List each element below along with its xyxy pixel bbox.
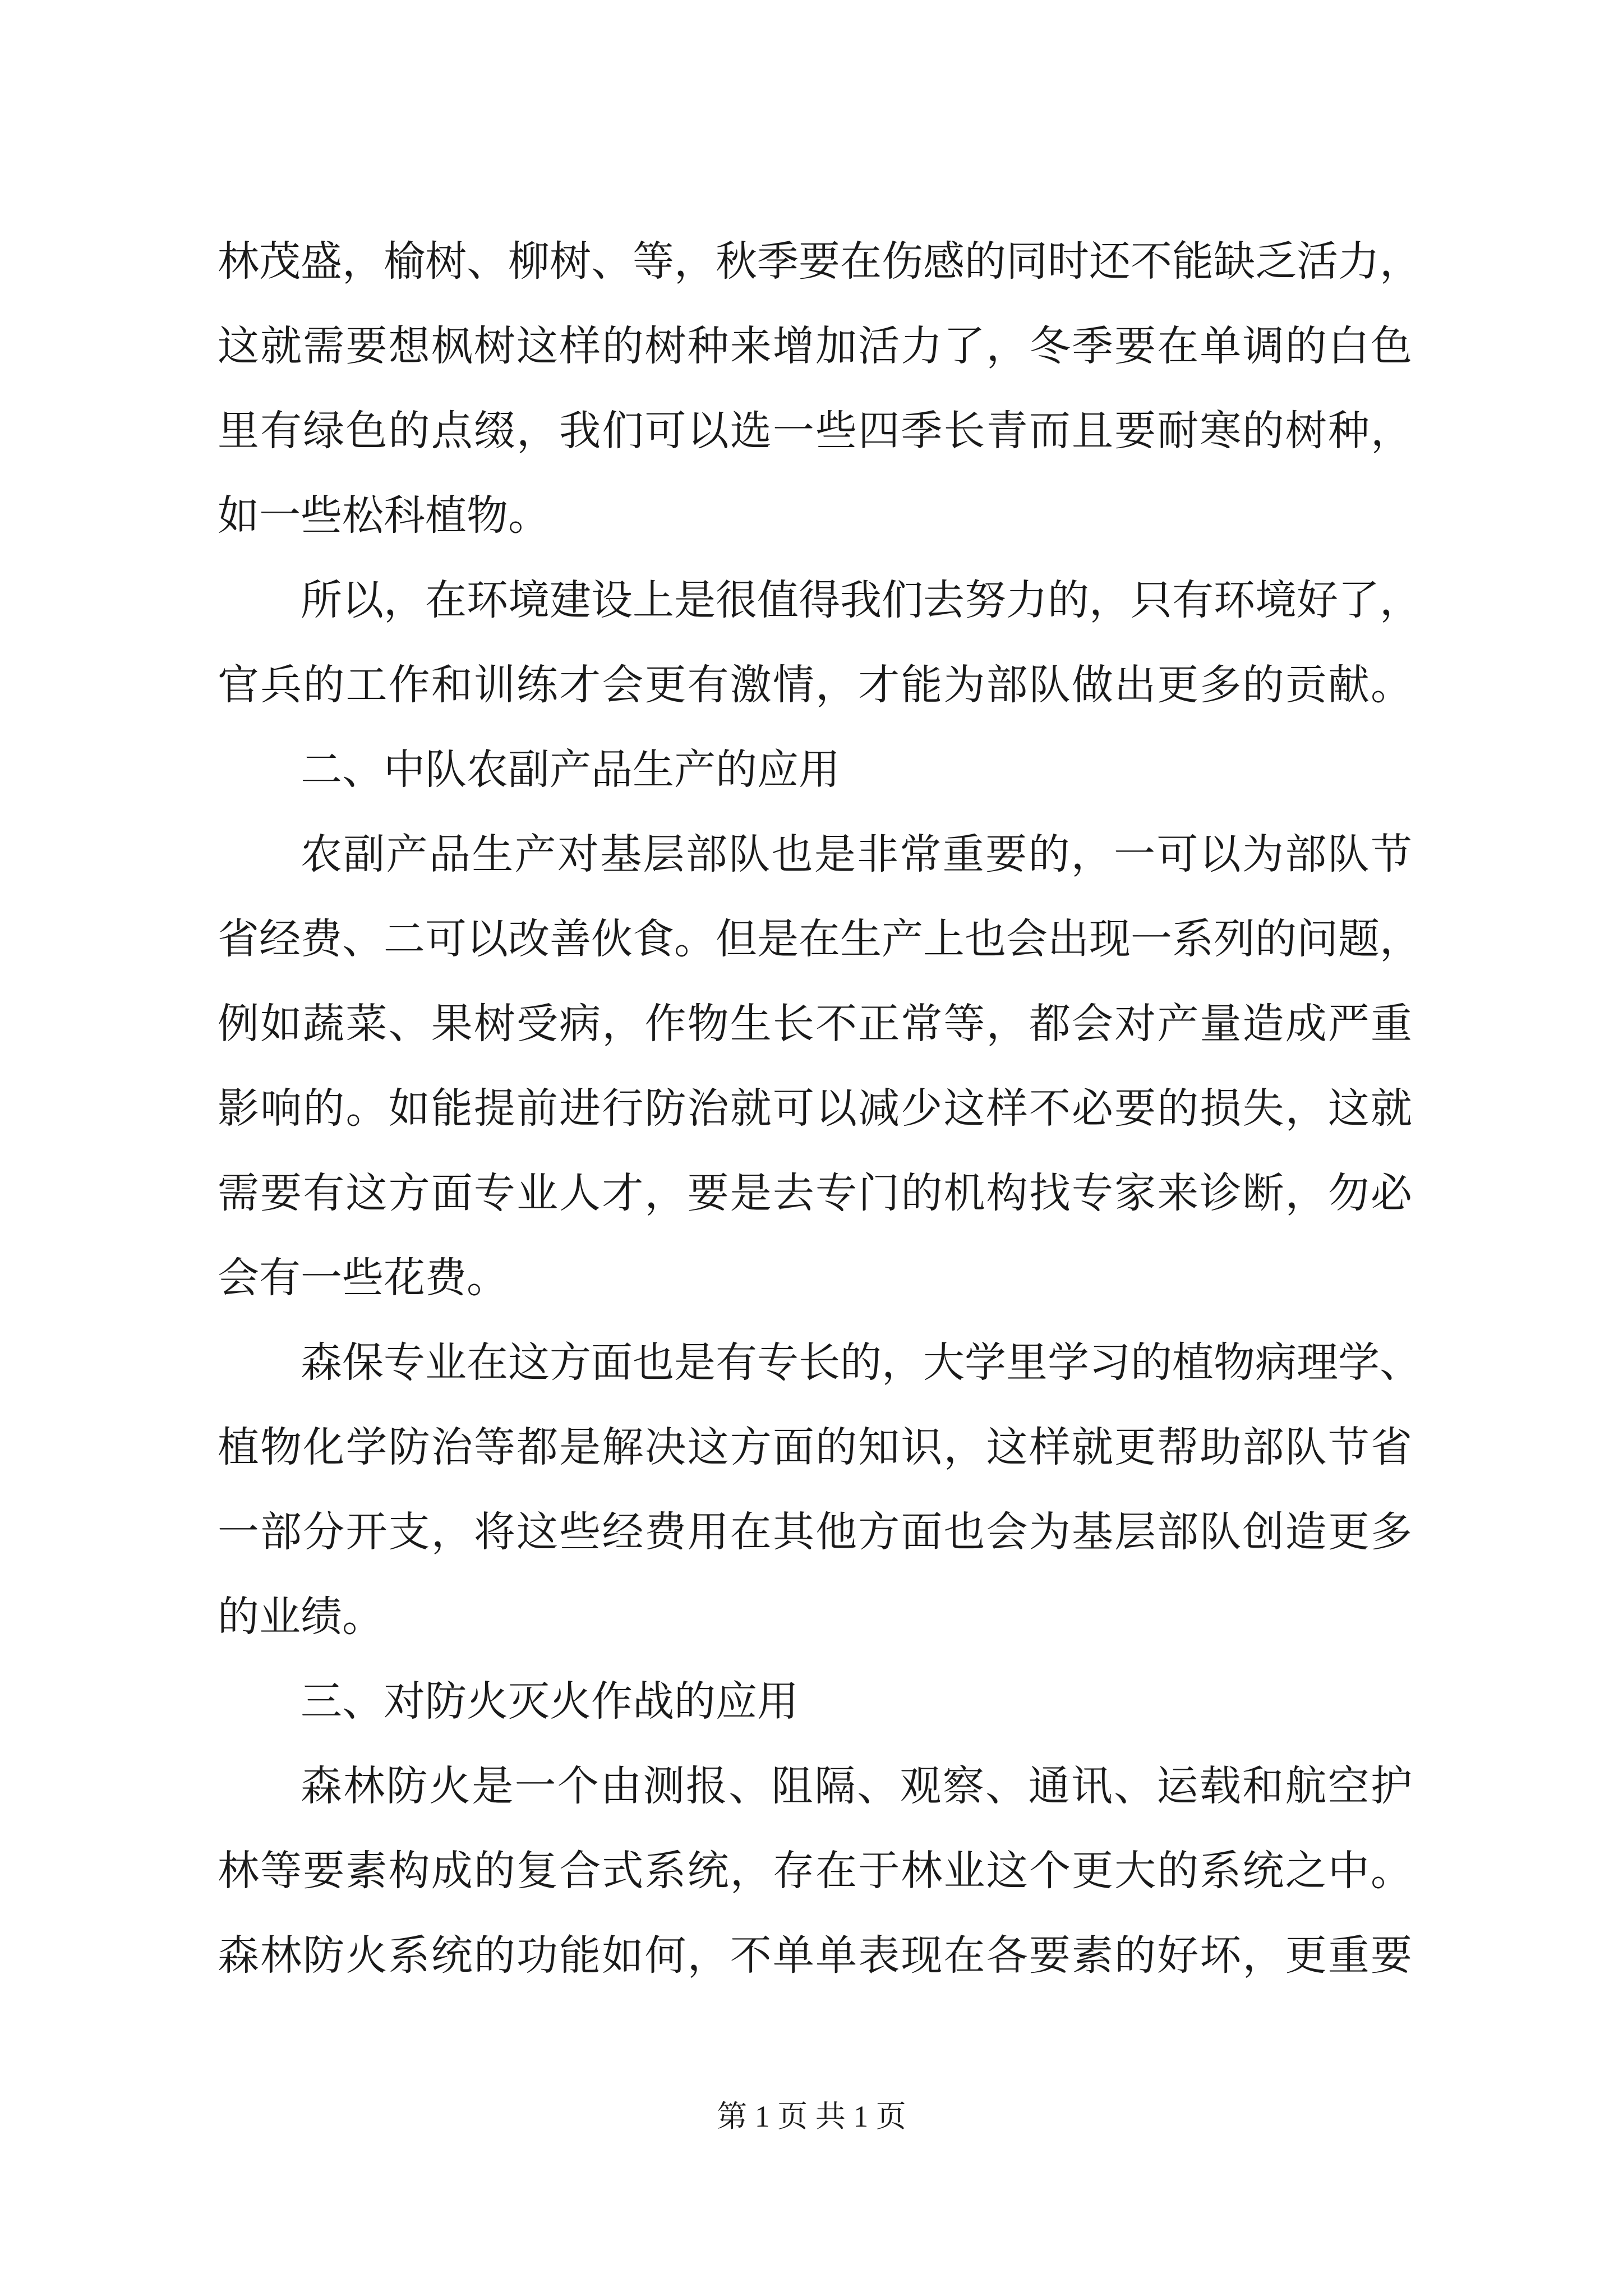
text-line: 这就需要想枫树这样的树种来增加活力了，冬季要在单调的白色 [218, 324, 1412, 370]
paragraph-first-line: 所以，在环境建设上是很值得我们去努力的，只有环境好了， [301, 578, 1421, 624]
section-heading: 二、中队农副产品生产的应用 [301, 747, 840, 793]
text-line: 植物化学防治等都是解决这方面的知识，这样就更帮助部队节省 [218, 1425, 1412, 1471]
text-line: 官兵的工作和训练才会更有激情，才能为部队做出更多的贡献。 [218, 662, 1412, 708]
text-line: 省经费、二可以改善伙食。但是在生产上也会出现一系列的问题， [218, 917, 1421, 963]
text-line: 例如蔬菜、果树受病，作物生长不正常等，都会对产量造成严重 [218, 1001, 1412, 1047]
text-line: 需要有这方面专业人才，要是去专门的机构找专家来诊断，勿必 [218, 1171, 1412, 1217]
text-line: 里有绿色的点缀，我们可以选一些四季长青而且要耐寒的树种， [218, 408, 1412, 454]
text-line: 林等要素构成的复合式系统，存在于林业这个更大的系统之中。 [218, 1848, 1412, 1894]
text-line: 林茂盛，榆树、柳树、等，秋季要在伤感的同时还不能缺乏活力， [218, 239, 1421, 285]
page-number-footer: 第 1 页 共 1 页 [717, 2100, 906, 2133]
text-line: 影响的。如能提前进行防治就可以减少这样不必要的损失，这就 [218, 1086, 1412, 1132]
text-line: 的业绩。 [218, 1594, 384, 1640]
text-line: 一部分开支，将这些经费用在其他方面也会为基层部队创造更多 [218, 1510, 1412, 1556]
paragraph-first-line: 森林防火是一个由测报、阻隔、观察、通讯、运载和航空护 [301, 1764, 1412, 1810]
text-line: 森林防火系统的功能如何，不单单表现在各要素的好坏，更重要 [218, 1933, 1412, 1979]
document-body [218, 220, 1421, 1999]
text-line: 会有一些花费。 [218, 1255, 508, 1301]
text-line: 如一些松科植物。 [218, 493, 550, 539]
paragraph-first-line: 森保专业在这方面也是有专长的，大学里学习的植物病理学、 [301, 1340, 1421, 1386]
paragraph-first-line: 农副产品生产对基层部队也是非常重要的，一可以为部队节 [301, 832, 1412, 878]
section-heading: 三、对防火灭火作战的应用 [301, 1679, 799, 1725]
